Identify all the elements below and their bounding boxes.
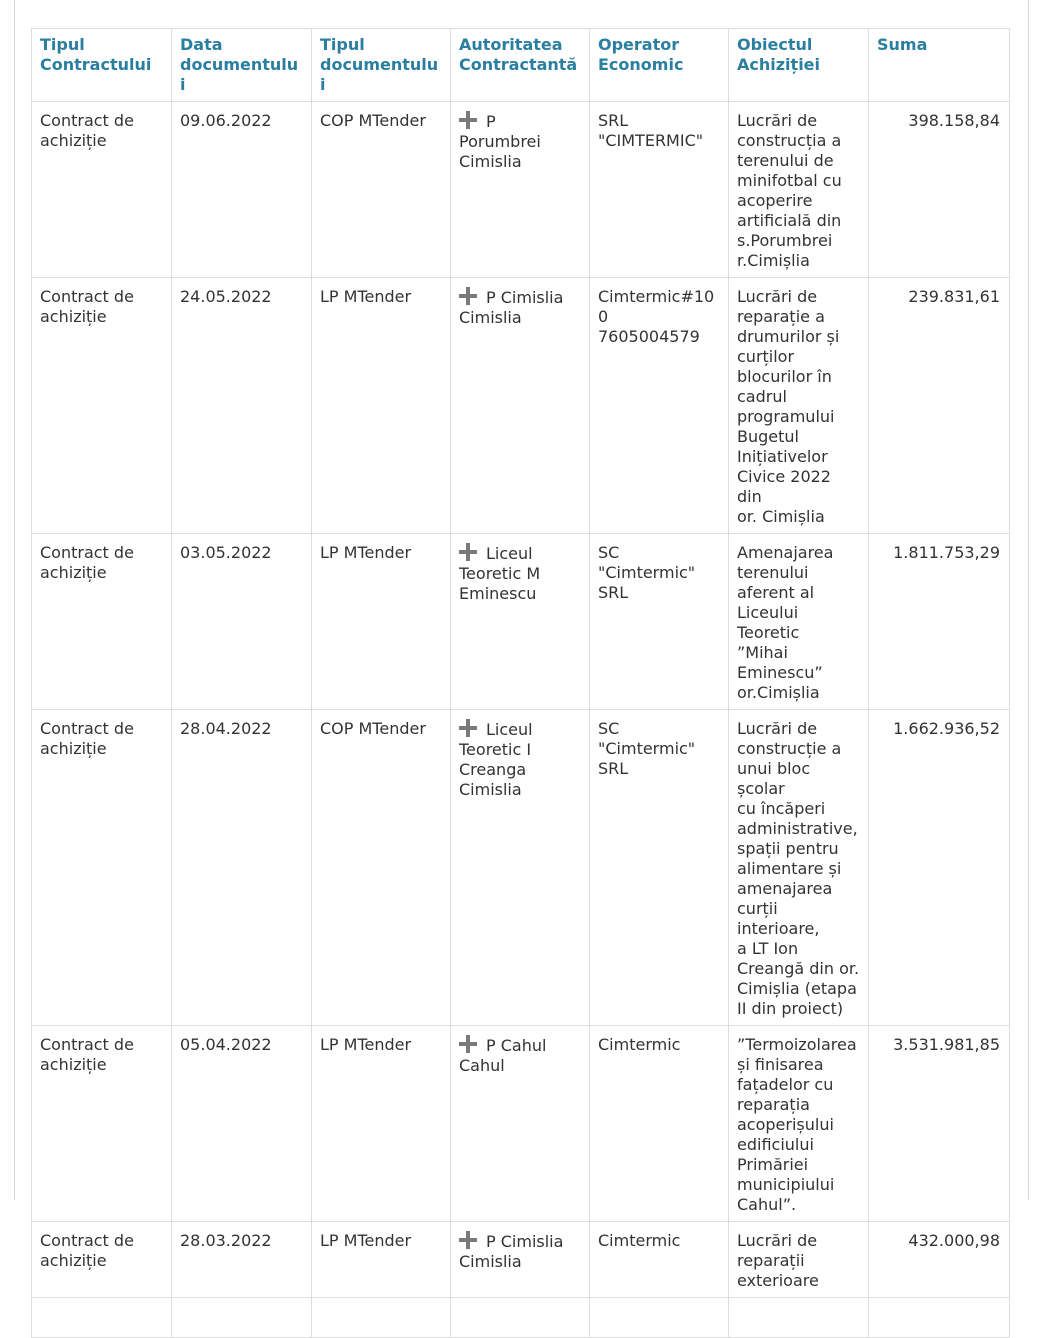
cell-authority	[451, 1298, 590, 1338]
cell-object	[729, 1298, 869, 1338]
cell-document-type: LP MTender	[312, 278, 451, 534]
cell-document-type	[312, 1298, 451, 1338]
cell-amount: 1.811.753,29	[869, 534, 1010, 710]
cell-document-type: COP MTender	[312, 102, 451, 278]
table-row	[32, 1222, 1010, 1298]
cell-contract-type: Contract de achiziție	[32, 534, 172, 710]
cell-amount: 398.158,84	[869, 102, 1010, 278]
header-procurement-object[interactable]: Obiectul Achiziției	[729, 29, 869, 102]
table-row	[32, 534, 1010, 710]
cell-object: Lucrări de reparații exterioare	[729, 1222, 869, 1298]
expand-plus-icon[interactable]	[459, 111, 477, 129]
cell-document-date: 24.05.2022	[172, 278, 312, 534]
cell-operator: SC "Cimtermic" SRL	[590, 710, 729, 1026]
cell-operator: Cimtermic	[590, 1026, 729, 1222]
cell-contract-type: Contract de achiziție	[32, 1222, 172, 1298]
expand-plus-icon[interactable]	[459, 1035, 477, 1053]
cell-operator: Cimtermic#100 7605004579	[590, 278, 729, 534]
table-row	[32, 1026, 1010, 1222]
cell-document-date: 03.05.2022	[172, 534, 312, 710]
table-row	[32, 1298, 1010, 1338]
cell-amount: 239.831,61	[869, 278, 1010, 534]
cell-authority: P Cahul Cahul	[451, 1026, 590, 1222]
cell-authority: P Cimislia Cimislia	[451, 278, 590, 534]
cell-authority: Liceul Teoretic M Eminescu	[451, 534, 590, 710]
cell-document-date: 05.04.2022	[172, 1026, 312, 1222]
cell-object: ”Termoizolarea și finisarea fațadelor cu reparația acoperișului edificiului Primăriei municipiului Cahul”.	[729, 1026, 869, 1222]
header-contract-type[interactable]: Tipul Contractului	[32, 29, 172, 102]
expand-plus-icon[interactable]	[459, 1231, 477, 1249]
cell-document-type: COP MTender	[312, 710, 451, 1026]
header-economic-operator[interactable]: Operator Economic	[590, 29, 729, 102]
cell-operator: Cimtermic	[590, 1222, 729, 1298]
cell-object: Amenajarea terenului aferent al Liceului Teoretic ”Mihai Eminescu” or.Cimișlia	[729, 534, 869, 710]
cell-amount: 3.531.981,85	[869, 1026, 1010, 1222]
expand-plus-icon[interactable]	[459, 287, 477, 305]
cell-document-type: LP MTender	[312, 1222, 451, 1298]
cell-operator: SRL "CIMTERMIC"	[590, 102, 729, 278]
cell-authority: P Cimislia Cimislia	[451, 1222, 590, 1298]
expand-plus-icon[interactable]	[459, 543, 477, 561]
cell-document-date: 28.04.2022	[172, 710, 312, 1026]
right-border	[1028, 0, 1029, 1200]
header-amount[interactable]: Suma	[869, 29, 1010, 102]
cell-contract-type: Contract de achiziție	[32, 710, 172, 1026]
cell-contract-type: Contract de achiziție	[32, 1026, 172, 1222]
left-border	[14, 0, 15, 1200]
cell-amount: 432.000,98	[869, 1222, 1010, 1298]
cell-document-type: LP MTender	[312, 534, 451, 710]
cell-contract-type: Contract de achiziție	[32, 278, 172, 534]
cell-operator	[590, 1298, 729, 1338]
header-contracting-authority[interactable]: Autoritatea Contractantă	[451, 29, 590, 102]
header-document-type[interactable]: Tipul documentului	[312, 29, 451, 102]
cell-document-type: LP MTender	[312, 1026, 451, 1222]
cell-object: Lucrări de reparație a drumurilor și curților blocurilor în cadrul programului Bugetul Inițiativelor Civice 2022 din or. Cimișlia	[729, 278, 869, 534]
cell-document-date	[172, 1298, 312, 1338]
header-document-date[interactable]: Data documentului	[172, 29, 312, 102]
cell-object: Lucrări de construcția a terenului de minifotbal cu acoperire artificială din s.Porumbrei r.Cimișlia	[729, 102, 869, 278]
table-row	[32, 102, 1010, 278]
cell-document-date: 28.03.2022	[172, 1222, 312, 1298]
cell-authority: Liceul Teoretic I Creanga Cimislia	[451, 710, 590, 1026]
expand-plus-icon[interactable]	[459, 719, 477, 737]
contracts-table	[31, 28, 1010, 1338]
cell-operator: SC "Cimtermic" SRL	[590, 534, 729, 710]
table-row	[32, 710, 1010, 1026]
cell-document-date: 09.06.2022	[172, 102, 312, 278]
table-header-row	[32, 29, 1010, 102]
cell-authority: P Porumbrei Cimislia	[451, 102, 590, 278]
cell-contract-type: Contract de achiziție	[32, 102, 172, 278]
cell-contract-type	[32, 1298, 172, 1338]
table-row	[32, 278, 1010, 534]
cell-amount: 1.662.936,52	[869, 710, 1010, 1026]
cell-object: Lucrări de construcție a unui bloc școlar cu încăperi administrative, spații pentru alimentare și amenajarea curții interioare, a LT Ion Creangă din or. Cimișlia (etapa II din proiect)	[729, 710, 869, 1026]
cell-amount	[869, 1298, 1010, 1338]
